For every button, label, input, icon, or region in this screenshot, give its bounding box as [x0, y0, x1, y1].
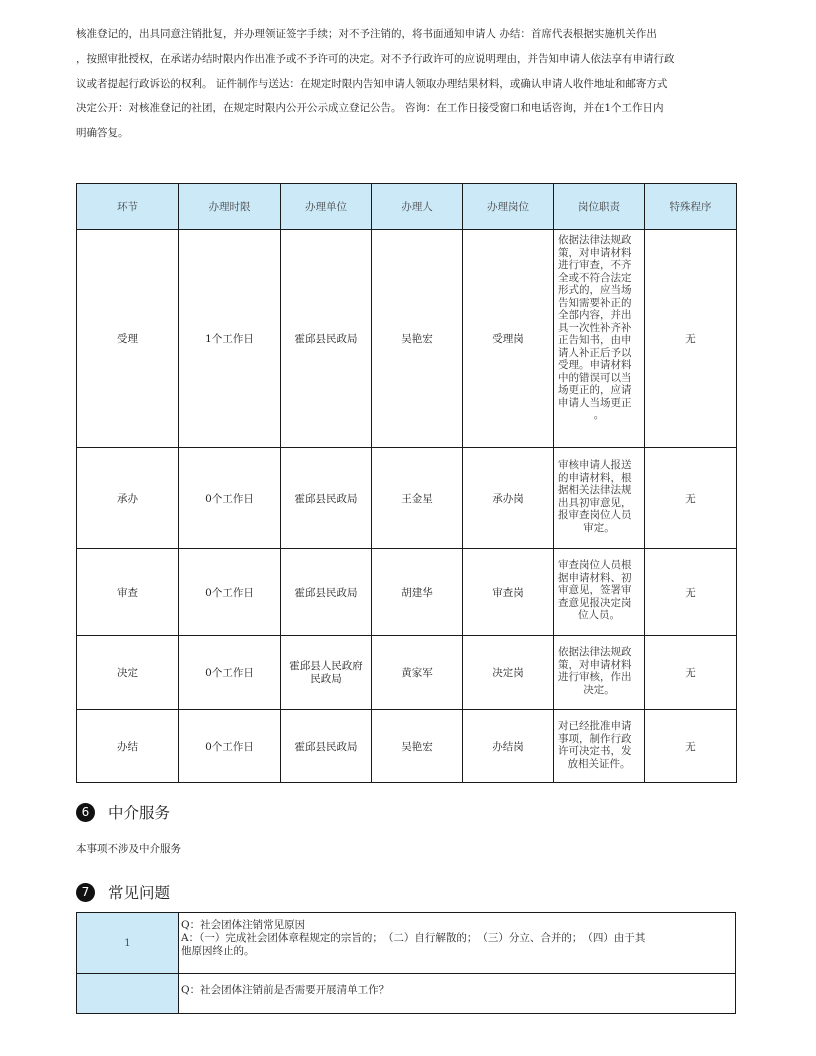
section-6-text: 本事项不涉及中介服务	[76, 843, 181, 855]
cell-post: 承办岗	[463, 448, 554, 549]
duty-line: 受理。申请材料	[558, 359, 632, 371]
intro-line: 核准登记的，出具同意注销批复，并办理领证签字手续；对不予注销的，将书面通知申请人 办结：首席代表根据实施机关作出	[76, 28, 657, 40]
duty-line: 中的错误可以当	[558, 371, 632, 384]
table-header-row	[77, 184, 737, 230]
duty-line: 全部内容，并出	[558, 309, 632, 321]
cell-person: 黄家军	[372, 636, 463, 710]
table-row	[77, 448, 737, 549]
duty-line: 告知需要补正的	[558, 296, 632, 309]
duty-line: 事项，制作行政	[558, 732, 632, 745]
cell-duty	[554, 710, 645, 783]
cell-duty	[554, 230, 645, 448]
cell-unit: 霍邱县民政局	[281, 549, 372, 636]
header-unit: 办理单位	[281, 184, 372, 230]
duty-line: 场更正的，应请	[558, 384, 632, 396]
faq-table	[76, 912, 736, 1014]
duty-line: 申请人当场更正	[558, 396, 632, 409]
cell-time: 0个工作日	[179, 710, 281, 783]
cell-post: 受理岗	[463, 230, 554, 448]
cell-duty	[554, 636, 645, 710]
duty-line: 审查岗位人员根	[558, 559, 632, 571]
cell-time: 0个工作日	[179, 636, 281, 710]
process-table	[76, 183, 737, 783]
duty-line: 审定。	[583, 521, 615, 534]
unit-line: 霍邱县人民政府	[289, 659, 363, 672]
cell-special: 无	[645, 549, 737, 636]
unit-line: 民政局	[310, 672, 342, 685]
cell-person: 王金星	[372, 448, 463, 549]
section-number-badge: 6	[76, 803, 95, 822]
cell-person: 吴艳宏	[372, 710, 463, 783]
duty-line: 报审查岗位人员	[558, 509, 632, 521]
duty-line: 位人员。	[578, 609, 620, 621]
table-row	[77, 636, 737, 710]
cell-time: 0个工作日	[179, 448, 281, 549]
intro-line: 议或者提起行政诉讼的权利。 证件制作与送达：在规定时限内告知申请人领取办理结果材料，或确认申请人收件地址和邮寄方式	[76, 77, 668, 90]
faq-index: 1	[77, 913, 179, 974]
intro-line: 决定公开：对核准登记的社团，在规定时限内公开公示成立登记公告。 咨询：在工作日接受窗口和电话咨询，并在1个工作日内	[76, 102, 664, 115]
intro-line: 明确答复。	[76, 127, 129, 140]
cell-step: 决定	[77, 636, 179, 710]
duty-line: 据相关法律法规	[558, 484, 632, 496]
cell-time: 1个工作日	[179, 230, 281, 448]
faq-content	[179, 913, 736, 974]
faq-row	[77, 913, 736, 974]
section-title: 中介服务	[108, 804, 171, 822]
duty-line: 据申请材料、初	[558, 571, 632, 584]
header-post: 办理岗位	[463, 184, 554, 230]
cell-post: 决定岗	[463, 636, 554, 710]
duty-line: 审意见，签署审	[558, 584, 632, 596]
cell-special: 无	[645, 710, 737, 783]
header-special: 特殊程序	[645, 184, 737, 230]
duty-line: 审核申请人报送	[558, 459, 632, 471]
cell-post: 办结岗	[463, 710, 554, 783]
header-step: 环节	[77, 184, 179, 230]
cell-time: 0个工作日	[179, 549, 281, 636]
duty-line: 的申请材料，根	[558, 471, 632, 484]
cell-special: 无	[645, 448, 737, 549]
duty-line: 进行审核，作出	[558, 671, 632, 683]
section-7-heading	[76, 880, 170, 904]
cell-unit: 霍邱县民政局	[281, 710, 372, 783]
intro-line: ，按照审批授权，在承诺办结时限内作出准予或不予许可的决定。对不予行政许可的应说明理由，并告知申请人依法享有申请行政	[76, 52, 675, 65]
duty-line: 请人补正后予以	[558, 346, 632, 359]
cell-step: 审查	[77, 549, 179, 636]
duty-line: 进行审查，不齐	[558, 259, 632, 271]
section-number-badge: 7	[76, 883, 95, 902]
duty-line: 。	[593, 409, 605, 421]
faq-content	[179, 974, 736, 1014]
faq-answer-line: 他原因终止的。	[181, 945, 255, 957]
duty-line: 全或不符合法定	[558, 271, 632, 284]
duty-line: 具一次性补齐补	[558, 321, 632, 334]
cell-unit: 霍邱县民政局	[281, 448, 372, 549]
section-6-heading	[76, 800, 170, 824]
table-row	[77, 230, 737, 448]
faq-row	[77, 974, 736, 1014]
duty-line: 许可决定书，发	[558, 745, 632, 757]
faq-question: Q：社会团体注销前是否需要开展清单工作？	[181, 984, 390, 996]
duty-line: 形式的，应当场	[558, 284, 632, 296]
duty-line: 放相关证件。	[567, 757, 631, 770]
duty-line: 策，对申请材料	[558, 246, 632, 259]
duty-line: 依据法律法规政	[558, 234, 632, 246]
duty-line: 对已经批准申请	[558, 720, 632, 732]
cell-step: 受理	[77, 230, 179, 448]
faq-question: Q：社会团体注销常见原因	[181, 919, 306, 931]
cell-special: 无	[645, 636, 737, 710]
intro-paragraph	[76, 22, 736, 146]
faq-index	[77, 974, 179, 1014]
header-duty: 岗位职责	[554, 184, 645, 230]
cell-step: 办结	[77, 710, 179, 783]
header-time: 办理时限	[179, 184, 281, 230]
faq-answer-line: A：（一）完成社会团体章程规定的宗旨的； （二）自行解散的； （三）分立、合并的； （四）由于其	[181, 932, 646, 944]
cell-duty	[554, 448, 645, 549]
cell-post: 审查岗	[463, 549, 554, 636]
cell-person: 吴艳宏	[372, 230, 463, 448]
duty-line: 出具初审意见，	[558, 496, 632, 509]
section-title: 常见问题	[108, 884, 171, 902]
table-row	[77, 549, 737, 636]
cell-person: 胡建华	[372, 549, 463, 636]
cell-special: 无	[645, 230, 737, 448]
cell-duty	[554, 549, 645, 636]
duty-line: 查意见报决定岗	[558, 596, 632, 609]
duty-line: 正告知书，由申	[558, 334, 632, 346]
duty-line: 决定。	[583, 683, 615, 696]
cell-unit	[281, 636, 372, 710]
duty-line: 依据法律法规政	[558, 646, 632, 658]
duty-line: 策，对申请材料	[558, 658, 632, 671]
header-person: 办理人	[372, 184, 463, 230]
cell-unit: 霍邱县民政局	[281, 230, 372, 448]
cell-step: 承办	[77, 448, 179, 549]
table-row	[77, 710, 737, 783]
